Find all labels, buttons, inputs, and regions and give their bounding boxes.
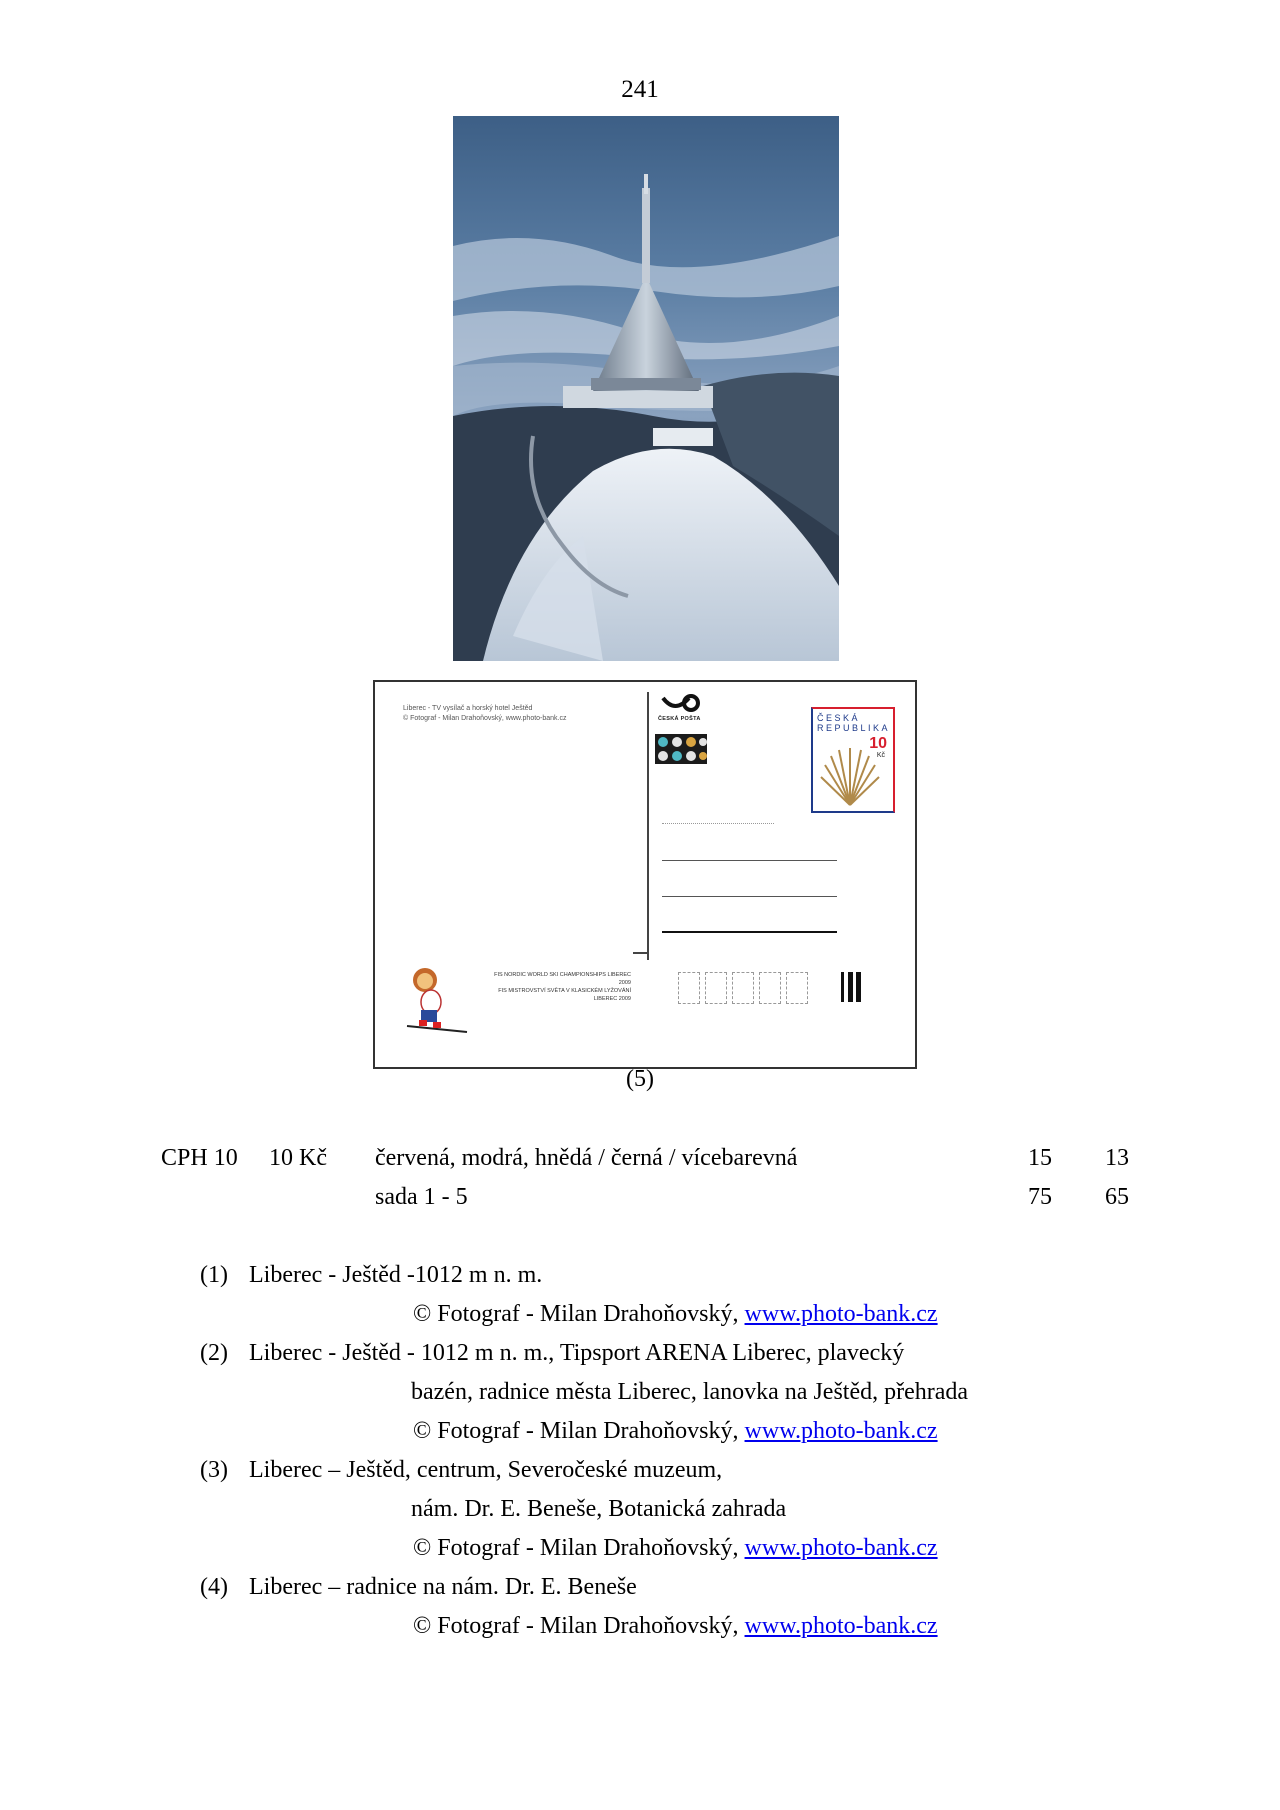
- photo-credit: [413, 1535, 938, 1562]
- note-text-continued: nám. Dr. E. Beneše, Botanická zahrada: [411, 1496, 787, 1522]
- note-number: (3): [200, 1457, 228, 1483]
- address-line-2: [662, 896, 837, 897]
- photo-credit: [413, 1418, 938, 1445]
- note-number: (1): [200, 1262, 228, 1288]
- catalog-description: červená, modrá, hnědá / černá / vícebarevná: [375, 1145, 798, 1171]
- stamp-value: 10: [869, 735, 887, 752]
- stamp-country-line1: ČESKÁ: [817, 713, 861, 723]
- postcard-caption-line1: Liberec - TV vysílač a horský hotel Ještěd: [403, 705, 533, 712]
- credit-text: © Fotograf - Milan Drahoňovský,: [413, 1301, 745, 1327]
- address-line-1: [662, 860, 837, 861]
- barcode-marks-icon: [841, 972, 867, 1004]
- zip-box: [678, 972, 700, 1004]
- fis-pattern-icon: [655, 734, 707, 764]
- credit-text: © Fotograf - Milan Drahoňovský,: [413, 1418, 745, 1444]
- ceska-posta-horn-icon: [661, 692, 701, 716]
- catalog-price-mint: 15: [1028, 1145, 1052, 1171]
- zip-box: [759, 972, 781, 1004]
- address-line-3: [662, 931, 837, 933]
- credit-text: © Fotograf - Milan Drahoňovský,: [413, 1613, 745, 1639]
- stamp-fan-icon: [819, 747, 881, 807]
- catalog-set-description: sada 1 - 5: [375, 1184, 468, 1210]
- catalog-code: CPH 10: [161, 1145, 238, 1171]
- note-number: (2): [200, 1340, 228, 1366]
- note-number: (4): [200, 1574, 228, 1600]
- zip-box: [705, 972, 727, 1004]
- photo-bank-link[interactable]: www.photo-bank.cz: [744, 1301, 938, 1327]
- postcard-caption: [403, 704, 567, 724]
- fis-line1: FIS NORDIC WORLD SKI CHAMPIONSHIPS LIBEREC 2009: [494, 972, 631, 986]
- postage-stamp: [811, 707, 895, 813]
- credit-text: © Fotograf - Milan Drahoňovský,: [413, 1535, 745, 1561]
- figure-label: (5): [626, 1066, 654, 1092]
- catalog-set-price-used: 65: [1105, 1184, 1129, 1210]
- stamp-country-line2: REPUBLIKA: [817, 723, 891, 733]
- note-text: Liberec - Ještěd - 1012 m n. m., Tipsport ARENA Liberec, plavecký: [249, 1340, 905, 1366]
- postcard-divider-foot: [633, 952, 648, 954]
- jested-tower-photo: [453, 116, 839, 661]
- fis-line2: FIS MISTROVSTVÍ SVĚTA V KLASICKÉM LYŽOVÁNÍ LIBEREC 2009: [498, 988, 631, 1002]
- page-number: 241: [621, 76, 659, 103]
- note-text: Liberec – Ještěd, centrum, Severočeské muzeum,: [249, 1457, 723, 1483]
- postcard: [373, 680, 917, 1069]
- catalog-price-used: 13: [1105, 1145, 1129, 1171]
- stamp-currency: Kč: [876, 752, 885, 759]
- post-label: ČESKÁ POŠTA: [658, 716, 701, 722]
- note-text-continued: bazén, radnice města Liberec, lanovka na Ještěd, přehrada: [411, 1379, 969, 1405]
- fis-text: [483, 971, 631, 1003]
- note-text: Liberec – radnice na nám. Dr. E. Beneše: [249, 1574, 637, 1600]
- photo-bank-link[interactable]: www.photo-bank.cz: [744, 1613, 938, 1639]
- zip-box: [786, 972, 808, 1004]
- ski-mascot-icon: [401, 964, 471, 1036]
- photo-bank-link[interactable]: www.photo-bank.cz: [744, 1418, 938, 1444]
- catalog-set-price-mint: 75: [1028, 1184, 1052, 1210]
- photo-credit: [413, 1613, 938, 1640]
- catalog-value: 10 Kč: [269, 1145, 327, 1171]
- address-dotted-line: [662, 823, 774, 824]
- zip-box: [732, 972, 754, 1004]
- note-text: Liberec - Ještěd -1012 m n. m.: [249, 1262, 543, 1288]
- photo-credit: [413, 1301, 938, 1328]
- postcard-caption-line2: © Fotograf - Milan Drahoňovský, www.photo-bank.cz: [403, 715, 567, 722]
- photo-bank-link[interactable]: www.photo-bank.cz: [744, 1535, 938, 1561]
- postcard-divider: [647, 692, 649, 960]
